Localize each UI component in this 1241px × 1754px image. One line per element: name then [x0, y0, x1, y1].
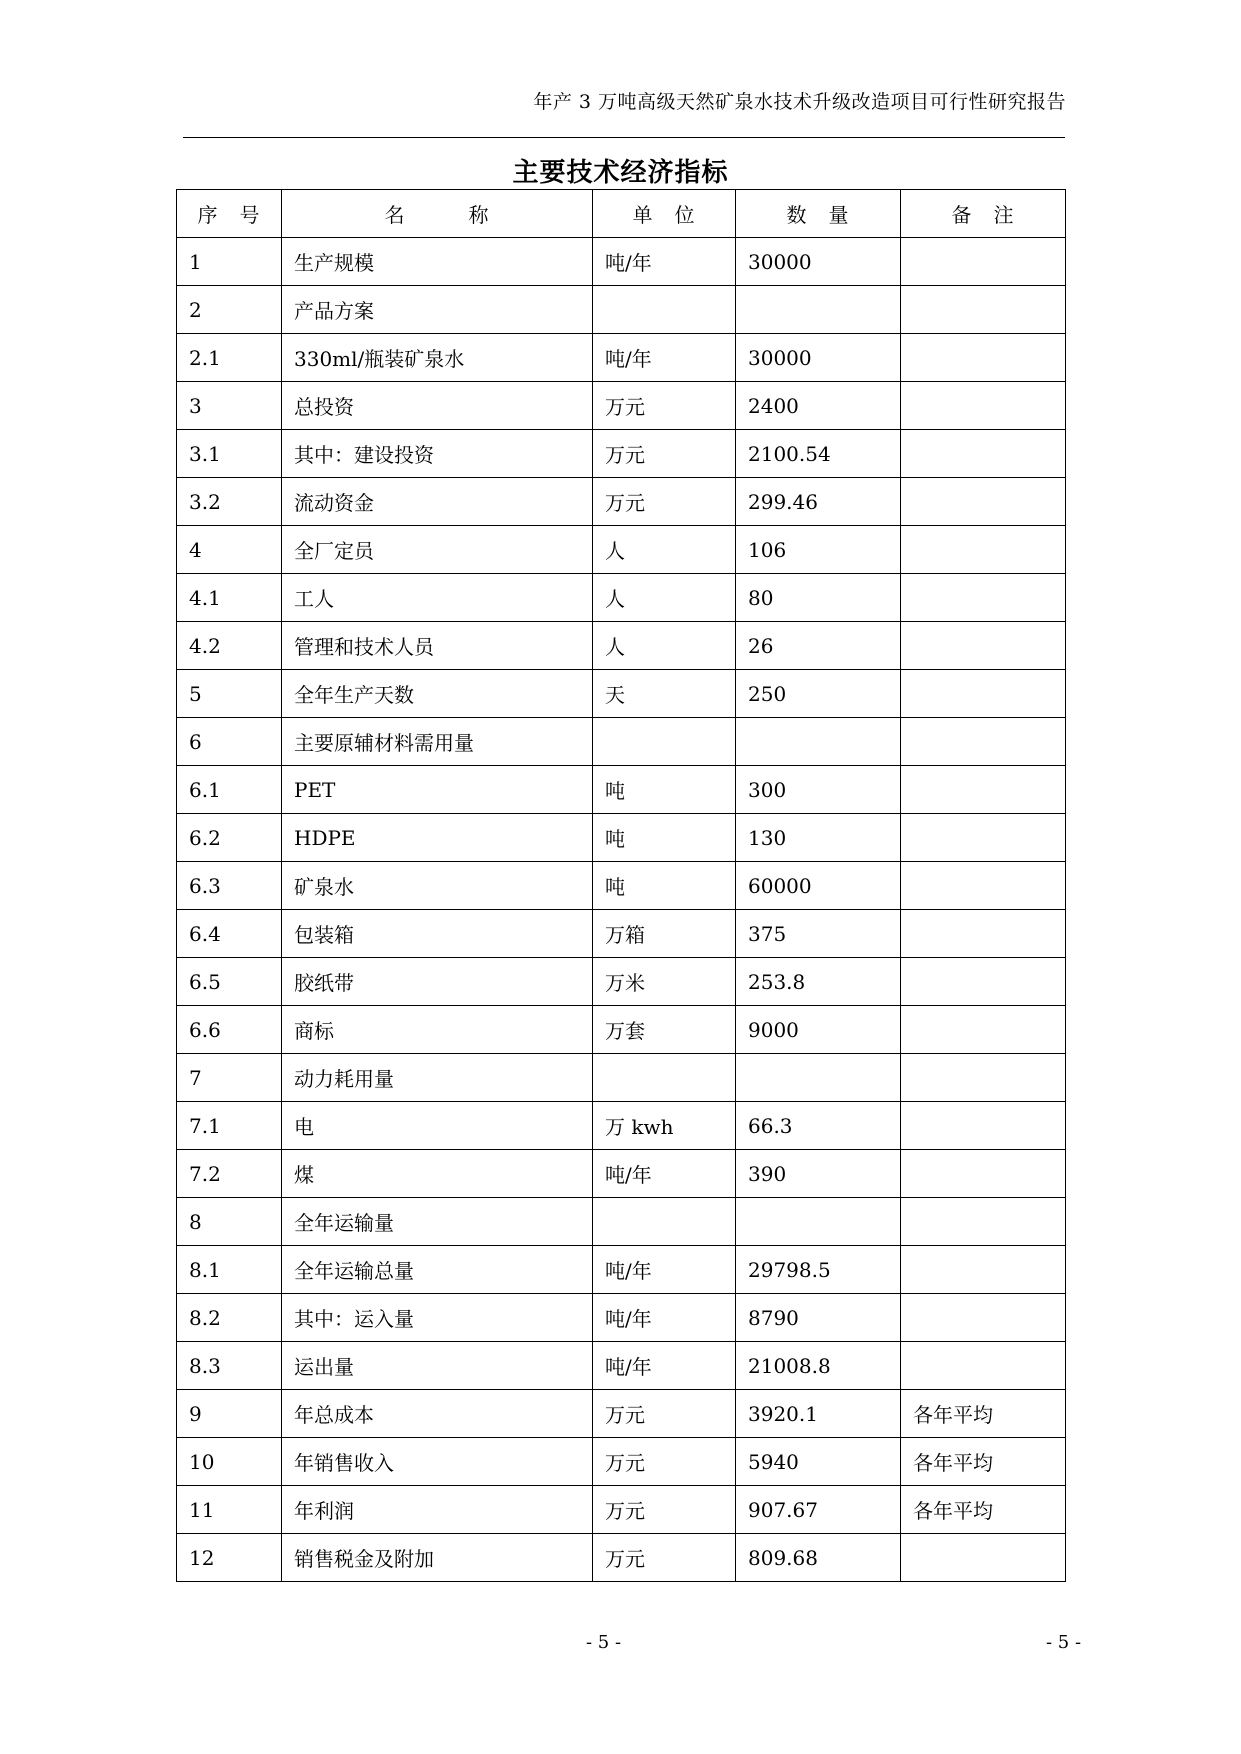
row-unit: 人 — [593, 622, 736, 670]
column-header-name: 名 称 — [282, 190, 593, 238]
table-header-row — [177, 190, 1066, 238]
row-number: 8 — [177, 1198, 282, 1246]
table-row — [177, 1390, 1066, 1438]
row-name: 全年运输量 — [282, 1198, 593, 1246]
row-note: 各年平均 — [901, 1486, 1066, 1534]
row-name: HDPE — [282, 814, 593, 862]
table-row — [177, 1054, 1066, 1102]
row-note — [901, 1246, 1066, 1294]
row-quantity: 130 — [736, 814, 901, 862]
row-unit — [593, 1054, 736, 1102]
row-unit: 天 — [593, 670, 736, 718]
row-number: 1 — [177, 238, 282, 286]
row-note — [901, 766, 1066, 814]
row-quantity: 30000 — [736, 238, 901, 286]
row-note — [901, 526, 1066, 574]
row-unit: 吨 — [593, 766, 736, 814]
row-number: 11 — [177, 1486, 282, 1534]
row-number: 4.1 — [177, 574, 282, 622]
table-row — [177, 574, 1066, 622]
row-unit: 吨/年 — [593, 1294, 736, 1342]
row-note: 各年平均 — [901, 1438, 1066, 1486]
row-note — [901, 718, 1066, 766]
row-note — [901, 238, 1066, 286]
table-row — [177, 1438, 1066, 1486]
row-number: 3.2 — [177, 478, 282, 526]
row-quantity: 80 — [736, 574, 901, 622]
table-row — [177, 766, 1066, 814]
page-number-center: - 5 - — [586, 1632, 622, 1653]
row-unit: 万元 — [593, 1438, 736, 1486]
row-unit — [593, 286, 736, 334]
row-quantity: 2400 — [736, 382, 901, 430]
row-unit: 万元 — [593, 478, 736, 526]
table-row — [177, 1342, 1066, 1390]
row-number: 2 — [177, 286, 282, 334]
row-name: 全厂定员 — [282, 526, 593, 574]
row-note — [901, 958, 1066, 1006]
row-number: 5 — [177, 670, 282, 718]
row-unit: 万元 — [593, 382, 736, 430]
row-note — [901, 1054, 1066, 1102]
row-name: 管理和技术人员 — [282, 622, 593, 670]
row-name: 主要原辅材料需用量 — [282, 718, 593, 766]
row-name: 煤 — [282, 1150, 593, 1198]
table-row — [177, 1246, 1066, 1294]
row-note — [901, 382, 1066, 430]
row-name: 其中：运入量 — [282, 1294, 593, 1342]
row-quantity: 3920.1 — [736, 1390, 901, 1438]
table-body — [177, 238, 1066, 1582]
row-number: 8.2 — [177, 1294, 282, 1342]
table-row — [177, 670, 1066, 718]
page-title: 主要技术经济指标 — [512, 158, 729, 188]
row-unit: 吨 — [593, 814, 736, 862]
row-quantity — [736, 1198, 901, 1246]
row-number: 8.1 — [177, 1246, 282, 1294]
row-quantity: 375 — [736, 910, 901, 958]
row-note — [901, 478, 1066, 526]
row-quantity: 809.68 — [736, 1534, 901, 1582]
row-number: 8.3 — [177, 1342, 282, 1390]
row-note — [901, 910, 1066, 958]
row-unit: 万套 — [593, 1006, 736, 1054]
row-quantity: 21008.8 — [736, 1342, 901, 1390]
indicators-table — [176, 189, 1066, 1582]
row-quantity: 66.3 — [736, 1102, 901, 1150]
table-row — [177, 478, 1066, 526]
row-quantity: 253.8 — [736, 958, 901, 1006]
row-number: 6.6 — [177, 1006, 282, 1054]
table-row — [177, 1486, 1066, 1534]
row-quantity: 30000 — [736, 334, 901, 382]
table-row — [177, 862, 1066, 910]
row-name: 动力耗用量 — [282, 1054, 593, 1102]
table-row — [177, 382, 1066, 430]
row-quantity — [736, 718, 901, 766]
row-number: 7.2 — [177, 1150, 282, 1198]
row-unit: 万 kwh — [593, 1102, 736, 1150]
row-unit: 吨/年 — [593, 1246, 736, 1294]
row-quantity: 2100.54 — [736, 430, 901, 478]
row-quantity — [736, 1054, 901, 1102]
page-number-right: - 5 - — [1046, 1632, 1082, 1653]
row-unit: 人 — [593, 526, 736, 574]
row-note — [901, 862, 1066, 910]
row-quantity: 9000 — [736, 1006, 901, 1054]
row-quantity: 8790 — [736, 1294, 901, 1342]
row-note — [901, 1342, 1066, 1390]
row-unit: 万米 — [593, 958, 736, 1006]
row-quantity: 390 — [736, 1150, 901, 1198]
row-number: 4.2 — [177, 622, 282, 670]
row-name: 年销售收入 — [282, 1438, 593, 1486]
table-row — [177, 1102, 1066, 1150]
column-header-unit: 单 位 — [593, 190, 736, 238]
column-header-quantity: 数 量 — [736, 190, 901, 238]
table-row — [177, 1294, 1066, 1342]
row-quantity: 907.67 — [736, 1486, 901, 1534]
row-number: 6.3 — [177, 862, 282, 910]
table-row — [177, 526, 1066, 574]
row-unit: 万元 — [593, 430, 736, 478]
row-unit: 万元 — [593, 1486, 736, 1534]
table-row — [177, 910, 1066, 958]
row-quantity: 300 — [736, 766, 901, 814]
row-name: 工人 — [282, 574, 593, 622]
row-name: 电 — [282, 1102, 593, 1150]
row-name: 年总成本 — [282, 1390, 593, 1438]
row-note: 各年平均 — [901, 1390, 1066, 1438]
row-note — [901, 1294, 1066, 1342]
row-unit: 吨/年 — [593, 1150, 736, 1198]
row-number: 2.1 — [177, 334, 282, 382]
row-name: 全年运输总量 — [282, 1246, 593, 1294]
row-quantity — [736, 286, 901, 334]
row-name: 全年生产天数 — [282, 670, 593, 718]
row-name: 胶纸带 — [282, 958, 593, 1006]
row-note — [901, 1006, 1066, 1054]
row-unit: 万元 — [593, 1534, 736, 1582]
row-name: 包装箱 — [282, 910, 593, 958]
row-note — [901, 670, 1066, 718]
row-number: 6.2 — [177, 814, 282, 862]
row-note — [901, 1534, 1066, 1582]
column-header-no: 序 号 — [177, 190, 282, 238]
row-name: 330ml/瓶装矿泉水 — [282, 334, 593, 382]
row-number: 6 — [177, 718, 282, 766]
row-unit — [593, 718, 736, 766]
row-note — [901, 1102, 1066, 1150]
table-row — [177, 1534, 1066, 1582]
row-name: 商标 — [282, 1006, 593, 1054]
row-note — [901, 622, 1066, 670]
row-unit: 吨/年 — [593, 1342, 736, 1390]
row-name: 流动资金 — [282, 478, 593, 526]
table-row — [177, 1006, 1066, 1054]
row-number: 7.1 — [177, 1102, 282, 1150]
row-unit: 人 — [593, 574, 736, 622]
row-name: 矿泉水 — [282, 862, 593, 910]
row-name: 生产规模 — [282, 238, 593, 286]
row-number: 4 — [177, 526, 282, 574]
header-rule — [183, 137, 1065, 138]
row-number: 6.4 — [177, 910, 282, 958]
row-name: 产品方案 — [282, 286, 593, 334]
row-note — [901, 334, 1066, 382]
table-row — [177, 286, 1066, 334]
row-quantity: 29798.5 — [736, 1246, 901, 1294]
table-row — [177, 718, 1066, 766]
row-name: 年利润 — [282, 1486, 593, 1534]
row-name: 总投资 — [282, 382, 593, 430]
row-unit: 万元 — [593, 1390, 736, 1438]
table-row — [177, 334, 1066, 382]
row-unit — [593, 1198, 736, 1246]
row-note — [901, 430, 1066, 478]
table-row — [177, 1150, 1066, 1198]
row-unit: 吨 — [593, 862, 736, 910]
table-row — [177, 430, 1066, 478]
row-note — [901, 574, 1066, 622]
table-row — [177, 238, 1066, 286]
row-number: 7 — [177, 1054, 282, 1102]
row-quantity: 5940 — [736, 1438, 901, 1486]
row-quantity: 106 — [736, 526, 901, 574]
row-number: 12 — [177, 1534, 282, 1582]
row-unit: 吨/年 — [593, 334, 736, 382]
running-header: 年产 3 万吨高级天然矿泉水技术升级改造项目可行性研究报告 — [533, 91, 1066, 113]
row-number: 6.1 — [177, 766, 282, 814]
table-row — [177, 622, 1066, 670]
table-row — [177, 814, 1066, 862]
column-header-note: 备 注 — [901, 190, 1066, 238]
row-name: 其中：建设投资 — [282, 430, 593, 478]
row-quantity: 60000 — [736, 862, 901, 910]
row-note — [901, 814, 1066, 862]
row-unit: 吨/年 — [593, 238, 736, 286]
row-number: 6.5 — [177, 958, 282, 1006]
row-name: PET — [282, 766, 593, 814]
table-row — [177, 958, 1066, 1006]
table-row — [177, 1198, 1066, 1246]
row-note — [901, 286, 1066, 334]
row-note — [901, 1198, 1066, 1246]
row-quantity: 299.46 — [736, 478, 901, 526]
row-unit: 万箱 — [593, 910, 736, 958]
row-number: 3 — [177, 382, 282, 430]
row-name: 销售税金及附加 — [282, 1534, 593, 1582]
row-number: 9 — [177, 1390, 282, 1438]
row-quantity: 26 — [736, 622, 901, 670]
row-number: 3.1 — [177, 430, 282, 478]
row-name: 运出量 — [282, 1342, 593, 1390]
row-quantity: 250 — [736, 670, 901, 718]
row-note — [901, 1150, 1066, 1198]
row-number: 10 — [177, 1438, 282, 1486]
